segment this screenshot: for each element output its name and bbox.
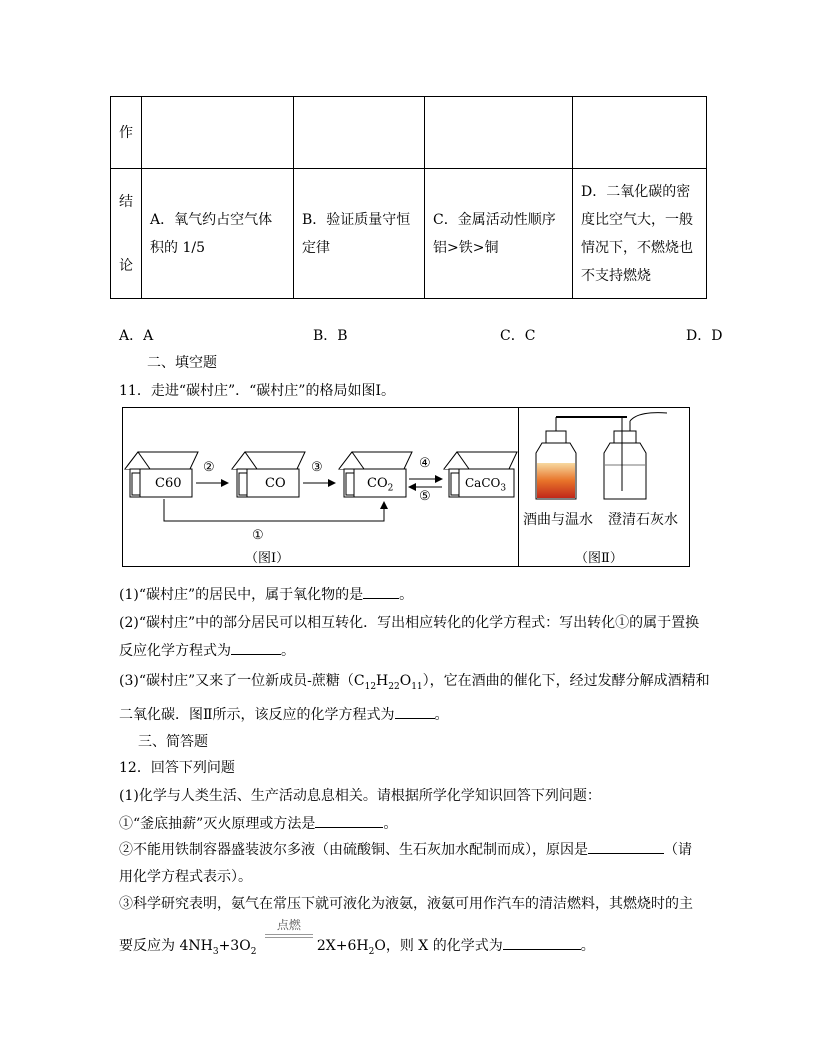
arrow-label-5: ⑤	[419, 489, 431, 504]
label-caco3: CaCO$_3$	[465, 476, 507, 494]
answer-blank-12-3[interactable]	[503, 935, 581, 950]
ignition-condition: 点燃	[276, 918, 301, 932]
section-heading-fill-blank: 二、填空题	[147, 355, 217, 371]
question-11-part-1: (1)“碳村庄”的居民中，属于氧化物的是 。	[119, 584, 413, 604]
row-label-operation: 作	[111, 97, 142, 169]
option-d[interactable]: D．D	[686, 328, 723, 344]
question-12-sub-2b: 用化学方程式表示）。	[119, 869, 252, 885]
section-heading-short-answer: 三、简答题	[138, 734, 208, 750]
bottle-2-label: 澄清石灰水	[608, 512, 678, 528]
label-c60: C60	[155, 476, 182, 491]
conclusion-d: D．二氧化碳的密度比空气大，一般情况下，不燃烧也不支持燃烧	[573, 169, 707, 299]
question-12-sub-3a: ③科学研究表明，氨气在常压下就可液化为液氨，液氨可用作汽车的清洁燃料，其燃烧时的主	[119, 896, 693, 912]
figure-2-caption: （图Ⅱ）	[575, 551, 623, 566]
experiment-table	[110, 96, 707, 299]
question-11-stem: 11．走进“碳村庄”．“碳村庄”的格局如图Ⅰ。	[119, 383, 395, 399]
question-11-part-2b: 反应化学方程式为 。	[119, 640, 295, 660]
conclusion-c: C．金属活动性顺序铝>铁>铜	[425, 169, 573, 299]
answer-blank-11-1[interactable]	[363, 584, 399, 599]
answer-blank-11-2[interactable]	[231, 640, 281, 655]
bottle-1-label: 酒曲与温水	[523, 512, 593, 528]
question-12-sub-2a: ②不能用铁制容器盛装波尔多液（由硫酸铜、生石灰加水配制而成），原因是 （请	[119, 839, 692, 859]
option-a[interactable]: A．A	[119, 328, 154, 344]
limewater-bottle	[604, 413, 667, 499]
option-b[interactable]: B．B	[313, 328, 348, 344]
operation-cell-a	[142, 97, 294, 169]
reaction-condition-arrow	[261, 918, 317, 950]
question-12-sub-1: ①“釜底抽薪”灭火原理或方法是 。	[119, 813, 397, 833]
figure-drawing	[122, 407, 688, 565]
operation-cell-c	[425, 97, 573, 169]
arrow-label-2: ②	[203, 460, 215, 475]
answer-blank-12-1[interactable]	[315, 813, 383, 828]
question-11-part-2a: (2)“碳村庄”中的部分居民可以相互转化．写出相应转化的化学方程式：写出转化①的属于置换	[119, 615, 700, 631]
arrow-1	[164, 499, 384, 521]
question-12-stem: 12．回答下列问题	[119, 760, 235, 776]
question-12-part-1: (1)化学与人类生活、生产活动息息相关。请根据所学化学知识回答下列问题：	[119, 788, 601, 804]
operation-cell-d	[573, 97, 707, 169]
answer-blank-11-3[interactable]	[395, 704, 435, 719]
conclusion-b: B．验证质量守恒定律	[294, 169, 425, 299]
answer-blank-12-2[interactable]	[588, 839, 664, 854]
label-co: CO	[265, 476, 286, 491]
arrow-label-4: ④	[419, 456, 431, 471]
label-co2: $CO_2$	[367, 476, 394, 494]
row-label-conclusion: 结 论	[111, 169, 142, 299]
conclusion-a: A．氧气约占空气体积的 1/5	[142, 169, 294, 299]
arrow-label-3: ③	[311, 460, 323, 475]
option-c[interactable]: C．C	[500, 328, 536, 344]
arrow-label-1: ①	[252, 528, 264, 543]
question-11-part-3b: 二氧化碳．图Ⅱ所示，该反应的化学方程式为 。	[119, 704, 449, 724]
figure-1-caption: （图Ⅰ）	[245, 551, 290, 566]
operation-cell-b	[294, 97, 425, 169]
question-12-sub-3b: 要反应为 $4NH_3+3O_2$ 点燃 $2X+6H_2O$，则 X 的化学式为 。	[119, 918, 595, 957]
question-11-part-3a: (3)“碳村庄”又来了一位新成员-蔗糖$(C_{12}H_{22}O_{11})$，它在酒曲的催化下，经过发酵分解成酒精和	[119, 673, 710, 692]
